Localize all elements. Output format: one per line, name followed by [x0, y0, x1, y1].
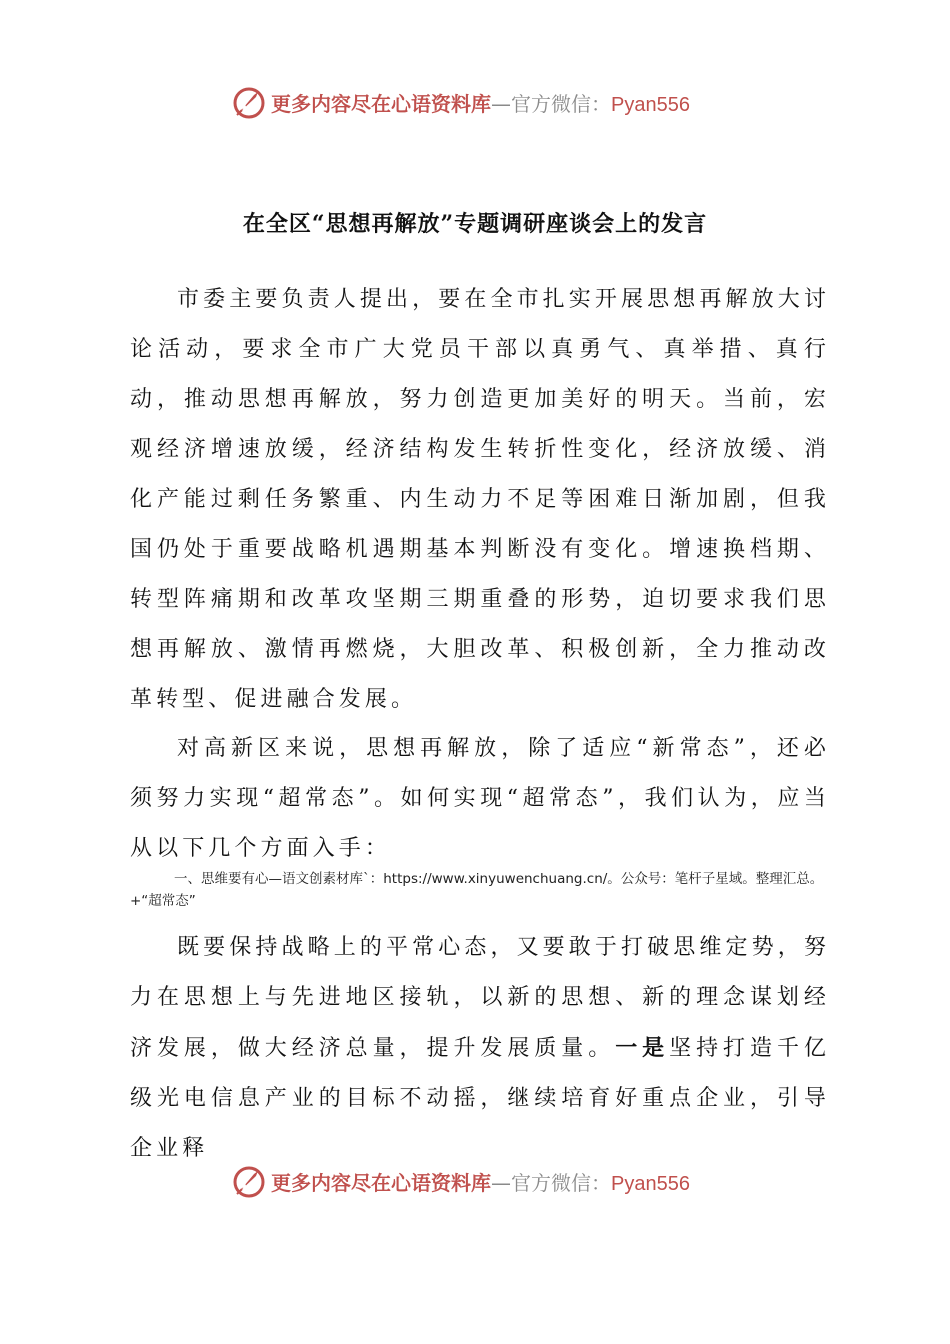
paragraph-3-text-a: 既要保持战略上的平常心态，又要敢于打破思维定势，努力在思想上与先进地区接轨，以新的思想、新的理念谋划经济发展，做大经济总量，提升发展质量。 — [130, 935, 830, 1061]
header-banner — [0, 84, 950, 124]
banner-wechat-label: —官方微信： — [491, 92, 611, 116]
paragraph-1: 市委主要负责人提出，要在全市扎实开展思想再解放大讨论活动，要求全市广大党员干部以真勇气、真举措、真行动，推动思想再解放，努力创造更加美好的明天。当前，宏观经济增速放缓，经济结构发生转折性变化，经济放缓、消化产能过剩任务繁重、内生动力不足等困难日渐加剧，但我国仍处于重要战略机遇期基本判断没有变化。增速换档期、转型阵痛期和改革攻坚期三期重叠的形势，迫切要求我们思想再解放、激情再燃烧，大胆改革、积极创新，全力推动改革转型、促进融合发展。 — [130, 287, 830, 712]
watermark-note: 一、思维要有心—语文创素材库`：https://www.xinyuwenchuang.cn/。公众号：笔杆子星域。整理汇总。+“超常态” — [130, 871, 824, 909]
banner-wechat-label: —官方微信： — [491, 1171, 611, 1195]
banner-text — [271, 90, 690, 119]
banner-text — [271, 1169, 690, 1198]
document-title: 在全区“思想再解放”专题调研座谈会上的发言 — [242, 211, 708, 237]
banner-library-name: 更多内容尽在心语资料库 — [271, 1171, 491, 1195]
paragraph-2: 对高新区来说，思想再解放，除了适应“新常态”，还必须努力实现“超常态”。如何实现“超常态”，我们认为，应当从以下几个方面入手： — [130, 736, 830, 861]
paragraph-3-emphasis: 一是 — [615, 1035, 670, 1061]
footer-banner — [0, 1163, 950, 1203]
banner-wechat-id: Pyan556 — [611, 1173, 690, 1195]
banner-wechat-id: Pyan556 — [611, 94, 690, 116]
paragraph-3 — [130, 923, 830, 1174]
paragraph-3-text-b: 坚持打造千亿级光电信息产业的目标不动摇，继续培育好重点企业，引导企业释 — [130, 1036, 831, 1161]
quill-pen-circle-icon — [232, 1165, 266, 1199]
quill-pen-circle-icon — [232, 86, 266, 120]
banner-library-name: 更多内容尽在心语资料库 — [271, 92, 491, 116]
